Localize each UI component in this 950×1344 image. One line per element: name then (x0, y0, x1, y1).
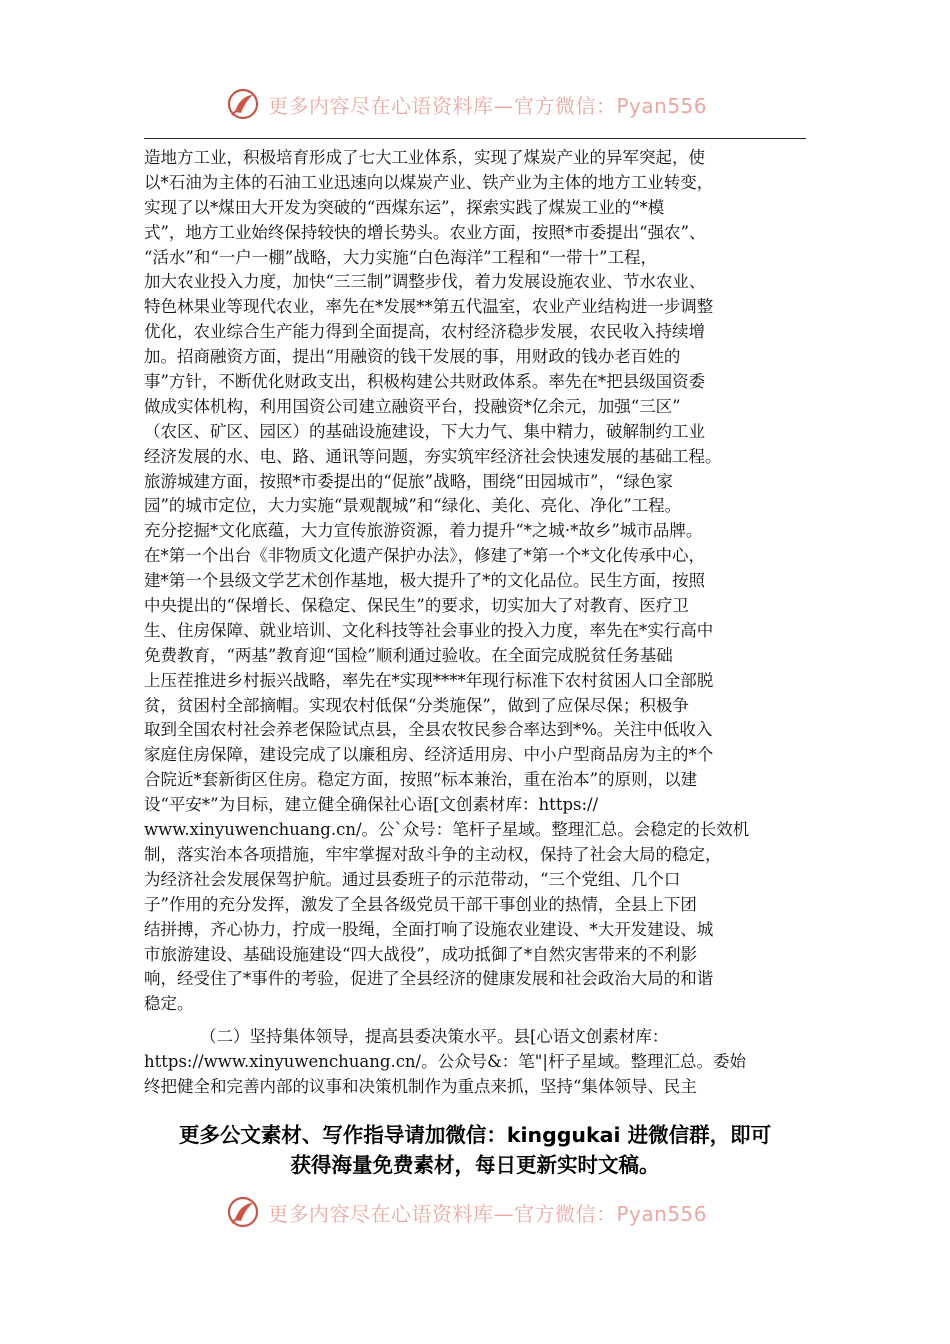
brand-logo-icon (226, 1195, 260, 1229)
body-line: 贫，贫困村全部摘帽。实现农村低保“分类施保”，做到了应保尽保；积极争 (144, 695, 689, 715)
section-line: 终把健全和完善内部的议事和决策机制作为重点来抓，坚持“集体领导、民主 (144, 1076, 697, 1096)
body-line: 生、住房保障、就业培训、文化科技等社会事业的投入力度，率先在*实行高中 (144, 620, 714, 640)
body-line: 以*石油为主体的石油工业迅速向以煤炭产业、铁产业为主体的地方工业转变， (144, 172, 714, 192)
body-line: 加。招商融资方面，提出“用融资的钱干发展的事，用财政的钱办老百姓的 (144, 347, 681, 367)
body-line: www.xinyuwenchuang.cn/。公`众号：笔杆子星域。整理汇总。会稳定的长效机 (144, 820, 750, 840)
footer-brand-text: 更多内容尽在心语资料库—官方微信：Pyan556 (268, 1201, 708, 1226)
body-line: 优化，农业综合生产能力得到全面提高，农村经济稳步发展，农民收入持续增 (144, 322, 705, 342)
promo-line-2: 获得海量免费素材，每日更新实时文稿。 (290, 1153, 660, 1177)
body-line: 上压茬推进乡村振兴战略，率先在*实现****年现行标准下农村贫困人口全部脱 (144, 670, 714, 690)
body-line: 子”作用的充分发挥，激发了全县各级党员干部干事创业的热情，全县上下团 (144, 894, 697, 914)
body-line: 结拼搏，齐心协力，拧成一股绳，全面打响了设施农业建设、*大开发建设、城 (144, 919, 714, 939)
section-line: https://www.xinyuwenchuang.cn/。公众号&：笔"|杆子星域。整理汇总。委始 (144, 1052, 746, 1072)
body-line: 园”的城市定位，大力实施“景观靓城”和“绿化、美化、亮化、净化”工程。 (144, 496, 682, 516)
body-line: 合院近*套新街区住房。稳定方面，按照“标本兼治，重在治本”的原则，以建 (144, 770, 698, 790)
body-line: （农区、矿区、园区）的基础设施建设，下大力气、集中精力，破解制约工业 (144, 421, 705, 441)
body-line: 稳定。 (144, 994, 194, 1014)
body-line: 造地方工业，积极培育形成了七大工业体系，实现了煤炭产业的异军突起，使 (144, 148, 705, 167)
body-line: 市旅游建设、基础设施建设“四大战役”，成功抵御了*自然灾害带来的不利影 (144, 944, 698, 964)
body-line: 特色林果业等现代农业，率先在*发展**第五代温室，农业产业结构进一步调整 (144, 297, 714, 317)
section-heading-line: （二）坚持集体领导，提高县委决策水平。县[心语文创素材库： (200, 1027, 669, 1047)
body-line: 响，经受住了*事件的考验，促进了全县经济的健康发展和社会政治大局的和谐 (144, 969, 714, 989)
body-line: 中央提出的“保增长、保稳定、保民生”的要求，切实加大了对教育、医疗卫 (144, 596, 689, 616)
body-line: 建*第一个县级文学艺术创作基地，极大提升了*的文化品位。民生方面，按照 (144, 571, 705, 591)
header-watermark (226, 82, 707, 126)
footer-watermark (226, 1190, 707, 1234)
body-line: 充分挖掘*文化底蕴，大力宣传旅游资源，着力提升“*之城·*故乡”城市品牌。 (144, 521, 703, 541)
document-body (144, 146, 819, 1100)
body-line: 实现了以*煤田大开发为突破的“西煤东运”，探索实践了煤炭工业的“*模 (144, 197, 665, 217)
body-line: 旅游城建方面，按照*市委提出的“促旅”战略，围绕“田园城市”，“绿色家 (144, 471, 673, 491)
promo-line-1: 更多公文素材、写作指导请加微信：kinggukai 进微信群，即可 (178, 1123, 772, 1147)
header-divider (144, 138, 806, 139)
brand-logo-icon (226, 87, 260, 121)
body-line: 制，落实治本各项措施，牢牢掌握对敌斗争的主动权，保持了社会大局的稳定， (144, 844, 722, 864)
body-line: “活水”和“一户一棚”战略，大力实施“白色海洋”工程和“一带十”工程， (144, 247, 657, 267)
body-line: 经济发展的水、电、路、通讯等问题，夯实筑牢经济社会快速发展的基础工程。 (144, 446, 722, 466)
promo-banner (110, 1120, 840, 1180)
body-line: 设“平安*”为目标，建立健全确保社心语[文创素材库：https:// (144, 795, 599, 815)
body-line: 加大农业投入力度，加快“三三制”调整步伐，着力发展设施农业、节水农业、 (144, 272, 706, 292)
body-line: 为经济社会发展保驾护航。通过县委班子的示范带动，“三个党组、几个口 (144, 869, 681, 889)
header-brand-text: 更多内容尽在心语资料库—官方微信：Pyan556 (268, 93, 708, 118)
body-line: 事”方针，不断优化财政支出，积极构建公共财政体系。率先在*把县级国资委 (144, 372, 706, 392)
body-line: 免费教育，“两基”教育迎“国检”顺利通过验收。在全面完成脱贫任务基础 (144, 645, 673, 665)
body-line: 做成实体机构，利用国资公司建立融资平台，投融资*亿余元，加强“三区” (144, 396, 681, 416)
body-line: 家庭住房保障，建设完成了以廉租房、经济适用房、中小户型商品房为主的*个 (144, 745, 714, 765)
body-line: 在*第一个出台《非物质文化遗产保护办法》，修建了*第一个*文化传承中心， (144, 546, 705, 566)
body-line: 取到全国农村社会养老保险试点县，全县农牧民参合率达到*%。关注中低收入 (144, 720, 713, 740)
body-line: 式”，地方工业始终保持较快的增长势头。农业方面，按照*市委提出“强农”、 (144, 222, 706, 242)
